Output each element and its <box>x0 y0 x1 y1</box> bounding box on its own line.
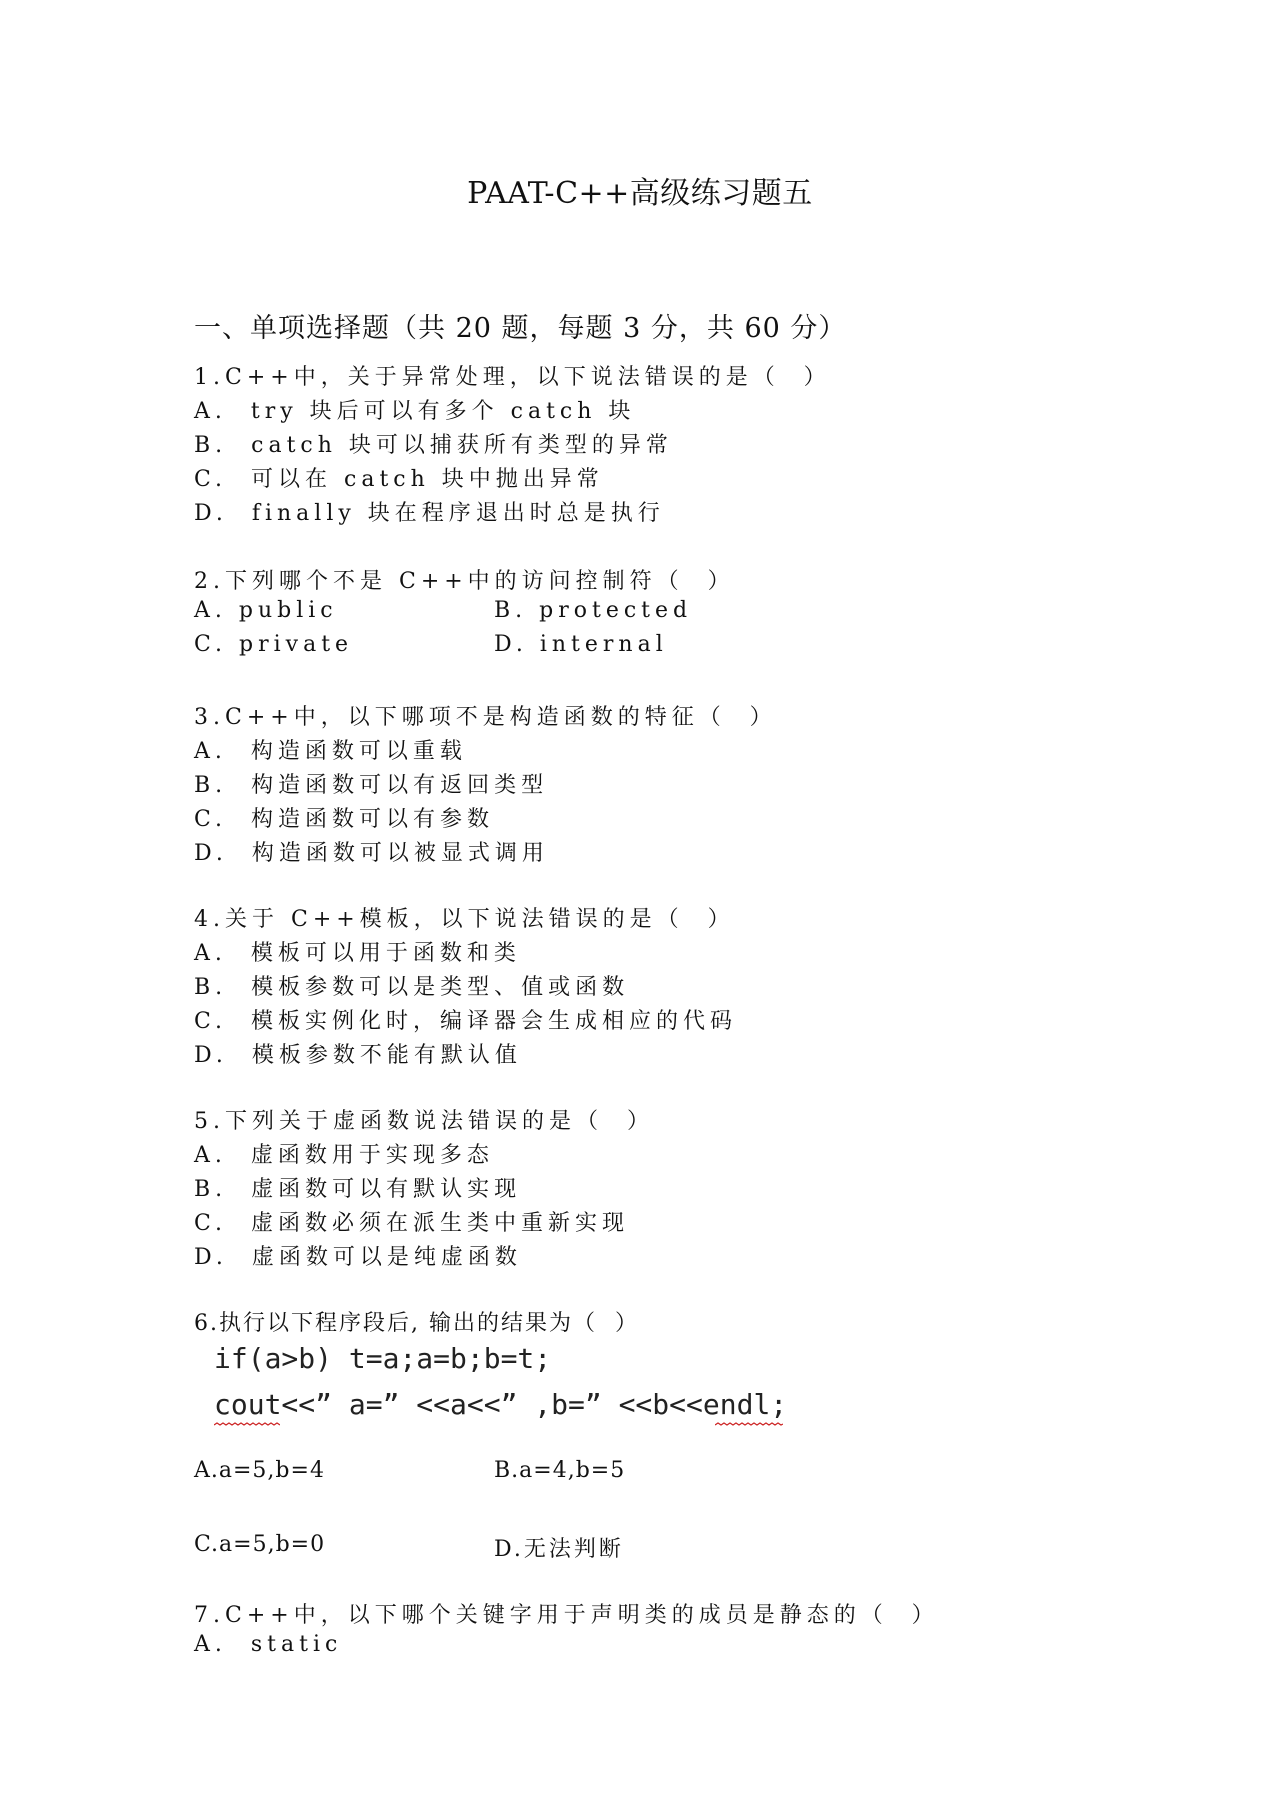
question-2-stem: 2.下列哪个不是 C++中的访问控制符（ ） <box>194 569 735 594</box>
question-3-option-b: B. 构造函数可以有返回类型 <box>194 773 549 798</box>
code-line-2: cout<<” a=” <<a<<” ,b=” <<b<<endl; <box>214 1388 788 1421</box>
question-2-option-c: C. private <box>194 632 354 657</box>
question-6-option-d: D.无法判断 <box>494 1537 624 1562</box>
code-line-1: if(a>b) t=a;a=b;b=t; <box>214 1342 552 1375</box>
question-2-option-b: B. protected <box>494 598 693 623</box>
question-1-option-d: D. finally 块在程序退出时总是执行 <box>194 501 665 526</box>
question-3-stem: 3.C++中，以下哪项不是构造函数的特征（ ） <box>194 705 777 730</box>
question-5-option-b: B. 虚函数可以有默认实现 <box>194 1177 522 1202</box>
code-snippet-image <box>210 1340 800 1432</box>
question-5-option-d: D. 虚函数可以是纯虚函数 <box>194 1245 522 1270</box>
question-1-option-b: B. catch 块可以捕获所有类型的异常 <box>194 433 673 458</box>
question-1-option-c: C. 可以在 catch 块中抛出异常 <box>194 467 604 492</box>
question-2-option-d: D. internal <box>494 632 668 657</box>
question-4-option-a: A. 模板可以用于函数和类 <box>194 941 521 966</box>
question-4-option-b: B. 模板参数可以是类型、值或函数 <box>194 975 630 1000</box>
question-5-stem: 5.下列关于虚函数说法错误的是（ ） <box>194 1109 654 1134</box>
question-7-stem: 7.C++中，以下哪个关键字用于声明类的成员是静态的（ ） <box>194 1603 939 1628</box>
question-2-option-a: A. public <box>194 598 338 623</box>
question-5-option-a: A. 虚函数用于实现多态 <box>194 1143 494 1168</box>
question-4-option-c: C. 模板实例化时，编译器会生成相应的代码 <box>194 1009 738 1034</box>
question-3-option-c: C. 构造函数可以有参数 <box>194 807 495 832</box>
question-6-stem: 6.执行以下程序段后, 输出的结果为（ ） <box>194 1311 639 1336</box>
question-7-option-a: A. static <box>194 1632 343 1657</box>
question-6-option-c: C.a=5,b=0 <box>194 1532 326 1557</box>
spellcheck-underline-endl <box>715 1422 783 1426</box>
question-3-option-d: D. 构造函数可以被显式调用 <box>194 841 549 866</box>
question-4-option-d: D. 模板参数不能有默认值 <box>194 1043 522 1068</box>
question-5-option-c: C. 虚函数必须在派生类中重新实现 <box>194 1211 630 1236</box>
question-1-stem: 1.C++中，关于异常处理，以下说法错误的是（ ） <box>194 365 831 390</box>
page-title: PAAT-C++高级练习题五 <box>467 176 813 211</box>
section-heading: 一、单项选择题（共 20 题，每题 3 分，共 60 分） <box>194 313 847 344</box>
spellcheck-underline-cout <box>214 1422 280 1426</box>
question-6-option-b: B.a=4,b=5 <box>494 1458 626 1483</box>
question-3-option-a: A. 构造函数可以重载 <box>194 739 467 764</box>
question-4-stem: 4.关于 C++模板，以下说法错误的是（ ） <box>194 907 735 932</box>
question-6-option-a: A.a=5,b=4 <box>194 1458 325 1483</box>
question-1-option-a: A. try 块后可以有多个 catch 块 <box>194 399 636 424</box>
